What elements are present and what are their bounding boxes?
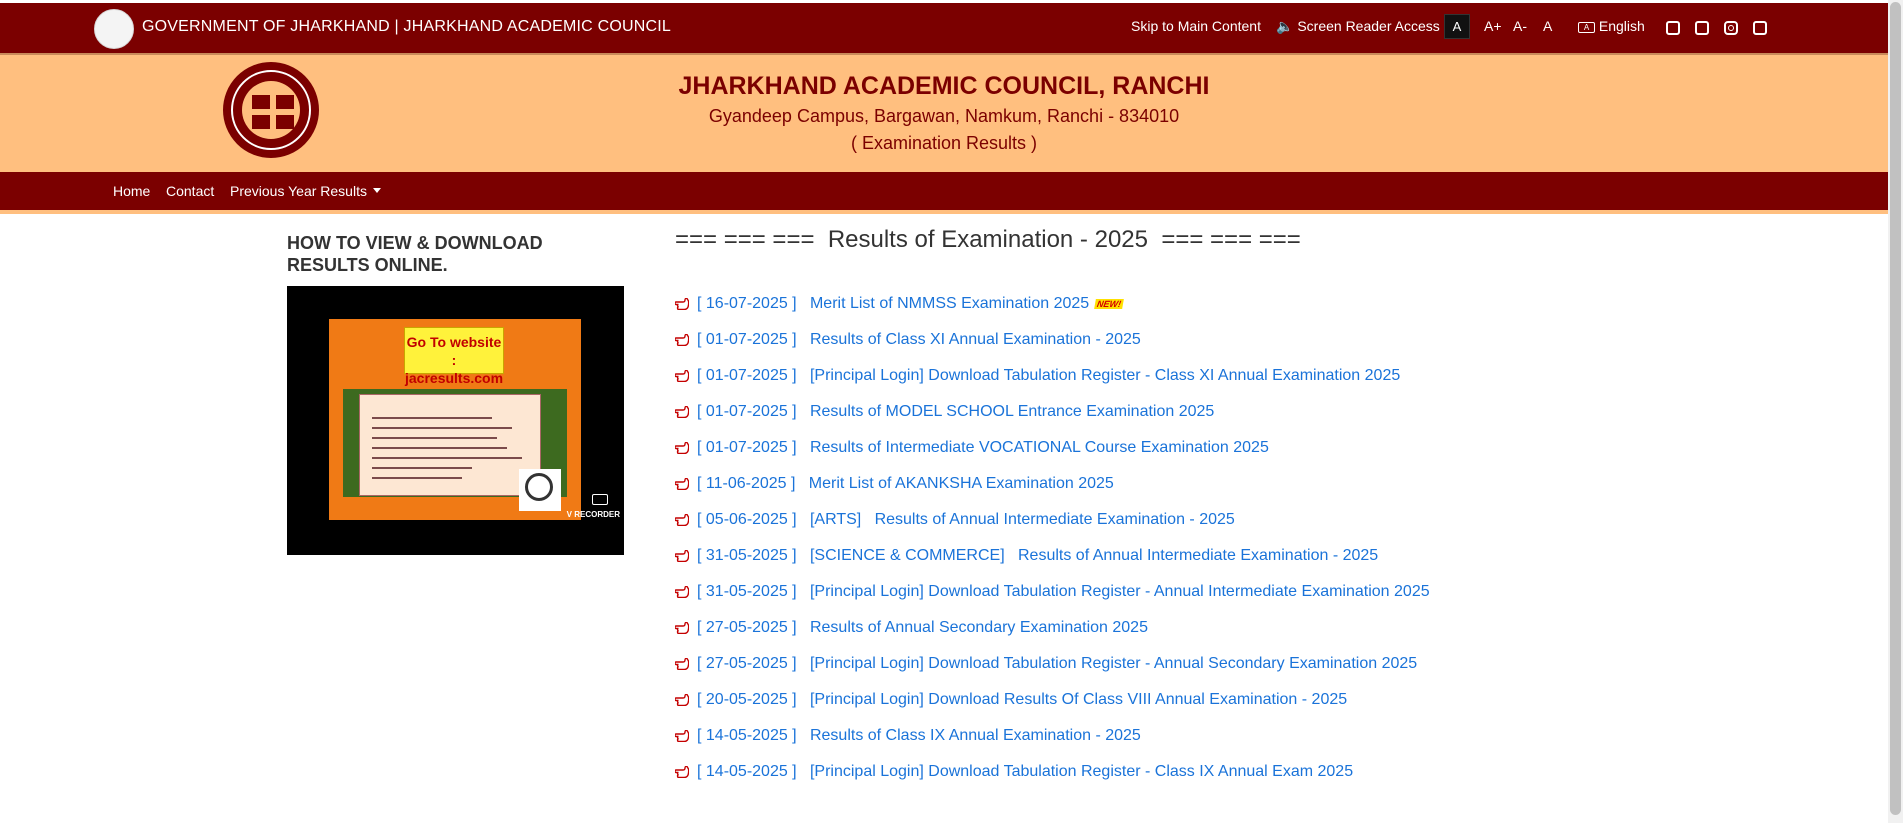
result-link[interactable] [697, 403, 1214, 421]
result-item [675, 538, 1430, 574]
pointing-hand-icon [675, 370, 689, 382]
result-item [675, 466, 1430, 502]
speaker-icon: 🔈 [1276, 18, 1294, 34]
new-badge: NEW! [1096, 299, 1123, 309]
result-title: Results of Intermediate VOCATIONAL Course Examination 2025 [809, 439, 1269, 456]
result-date: [ 16-07-2025 ] [697, 295, 797, 312]
result-date: [ 01-07-2025 ] [697, 439, 797, 456]
nav-previous-year-results[interactable] [230, 183, 381, 199]
result-title: [Principal Login] Download Tabulation Register - Annual Intermediate Examination 2025 [809, 583, 1430, 600]
twitter-icon[interactable] [1695, 21, 1709, 35]
translate-icon: A [1578, 22, 1595, 33]
video-page-preview [359, 394, 541, 496]
language-label: English [1598, 18, 1645, 34]
result-item [675, 502, 1430, 538]
howto-heading: HOW TO VIEW & DOWNLOAD RESULTS ONLINE. [287, 233, 543, 275]
government-title: GOVERNMENT OF JHARKHAND | JHARKHAND ACADEMIC COUNCIL [142, 18, 671, 35]
pointing-hand-icon [675, 478, 689, 490]
result-title: [ARTS] Results of Annual Intermediate Examination - 2025 [809, 511, 1235, 528]
pointing-hand-icon [675, 442, 689, 454]
result-title: Results of MODEL SCHOOL Entrance Examination 2025 [809, 403, 1215, 420]
screen-reader-link[interactable] [1276, 18, 1440, 35]
council-address: Gyandeep Campus, Bargawan, Namkum, Ranchi - 834010 [708, 106, 1180, 126]
result-link[interactable] [697, 331, 1141, 349]
result-date: [ 11-06-2025 ] [697, 475, 796, 492]
result-link[interactable] [697, 439, 1269, 457]
pointing-hand-icon [675, 514, 689, 526]
nav-contact[interactable]: Contact [166, 183, 215, 199]
result-title: [Principal Login] Download Results Of Class VIII Annual Examination - 2025 [809, 691, 1348, 708]
result-title: [Principal Login] Download Tabulation Register - Class XI Annual Examination 2025 [809, 367, 1401, 384]
result-item [675, 574, 1430, 610]
result-title: Merit List of NMMSS Examination 2025 [809, 295, 1090, 312]
result-date: [ 27-05-2025 ] [697, 619, 797, 636]
main-navbar [0, 172, 1888, 214]
result-date: [ 14-05-2025 ] [697, 763, 797, 780]
font-size-normal-active[interactable]: A [1444, 14, 1470, 39]
language-switch[interactable] [1578, 18, 1645, 34]
pointing-hand-icon [675, 658, 689, 670]
seal-icon [519, 469, 561, 511]
screen-reader-label: Screen Reader Access [1297, 18, 1440, 34]
result-link[interactable] [697, 763, 1353, 781]
result-link[interactable] [697, 367, 1400, 385]
result-title: [SCIENCE & COMMERCE] Results of Annual Intermediate Examination - 2025 [809, 547, 1379, 564]
state-emblem-icon [94, 9, 134, 49]
government-top-bar [0, 3, 1888, 55]
nav-home[interactable]: Home [113, 183, 151, 199]
result-link[interactable] [697, 691, 1347, 709]
vertical-scrollbar[interactable] [1888, 0, 1903, 823]
pointing-hand-icon [675, 406, 689, 418]
result-item [675, 430, 1430, 466]
result-item [675, 682, 1430, 718]
council-title: JHARKHAND ACADEMIC COUNCIL, RANCHI [678, 72, 1210, 100]
result-link[interactable] [697, 475, 1114, 493]
result-title: Results of Class XI Annual Examination - 2025 [809, 331, 1141, 348]
video-frame [329, 319, 581, 520]
result-link[interactable] [697, 295, 1089, 313]
tutorial-video[interactable] [287, 286, 624, 555]
pointing-hand-icon [675, 730, 689, 742]
facebook-icon[interactable] [1666, 21, 1680, 35]
result-link[interactable] [697, 547, 1378, 565]
result-link[interactable] [697, 583, 1430, 601]
pointing-hand-icon [675, 334, 689, 346]
result-date: [ 31-05-2025 ] [697, 583, 797, 600]
result-date: [ 20-05-2025 ] [697, 691, 797, 708]
results-heading: === === === Results of Examination - 2025 === === === [675, 226, 1301, 253]
instagram-icon[interactable] [1724, 21, 1738, 35]
result-date: [ 31-05-2025 ] [697, 547, 797, 564]
font-size-increase[interactable]: A+ [1484, 18, 1502, 34]
result-item [675, 718, 1430, 754]
result-item [675, 358, 1430, 394]
result-item [675, 322, 1430, 358]
pointing-hand-icon [675, 622, 689, 634]
skip-to-main-link[interactable]: Skip to Main Content [1131, 18, 1261, 34]
result-date: [ 27-05-2025 ] [697, 655, 797, 672]
pointing-hand-icon [675, 550, 689, 562]
result-item [675, 646, 1430, 682]
result-date: [ 01-07-2025 ] [697, 403, 797, 420]
page-subtitle: ( Examination Results ) [850, 133, 1038, 153]
result-date: [ 05-06-2025 ] [697, 511, 797, 528]
result-item [675, 394, 1430, 430]
video-banner-text: Go To website : jacresults.com [404, 327, 504, 374]
youtube-icon[interactable] [1753, 21, 1767, 35]
result-date: [ 14-05-2025 ] [697, 727, 797, 744]
scrollbar-thumb[interactable] [1890, 2, 1901, 815]
result-link[interactable] [697, 619, 1148, 637]
result-link[interactable] [697, 655, 1417, 673]
result-item [675, 286, 1430, 322]
result-item [675, 754, 1430, 790]
result-title: Results of Class IX Annual Examination - 2025 [809, 727, 1141, 744]
result-title: Merit List of AKANKSHA Examination 2025 [808, 475, 1114, 492]
site-header [0, 55, 1888, 172]
nav-previous-label: Previous Year Results [230, 183, 367, 199]
chevron-down-icon [373, 188, 381, 193]
result-link[interactable] [697, 511, 1235, 529]
result-title: Results of Annual Secondary Examination 2025 [809, 619, 1148, 636]
pointing-hand-icon [675, 694, 689, 706]
video-recorder-label: V RECORDER [566, 510, 620, 519]
video-recorder-icon [592, 494, 608, 505]
pointing-hand-icon [675, 586, 689, 598]
results-list [675, 286, 1430, 790]
result-link[interactable] [697, 727, 1141, 745]
font-size-decrease[interactable]: A- [1513, 18, 1527, 34]
pointing-hand-icon [675, 298, 689, 310]
result-item [675, 610, 1430, 646]
result-title: [Principal Login] Download Tabulation Register - Annual Secondary Examination 2025 [809, 655, 1418, 672]
result-title: [Principal Login] Download Tabulation Register - Class IX Annual Exam 2025 [809, 763, 1354, 780]
font-size-reset[interactable]: A [1543, 18, 1553, 34]
result-date: [ 01-07-2025 ] [697, 331, 797, 348]
pointing-hand-icon [675, 766, 689, 778]
result-date: [ 01-07-2025 ] [697, 367, 797, 384]
